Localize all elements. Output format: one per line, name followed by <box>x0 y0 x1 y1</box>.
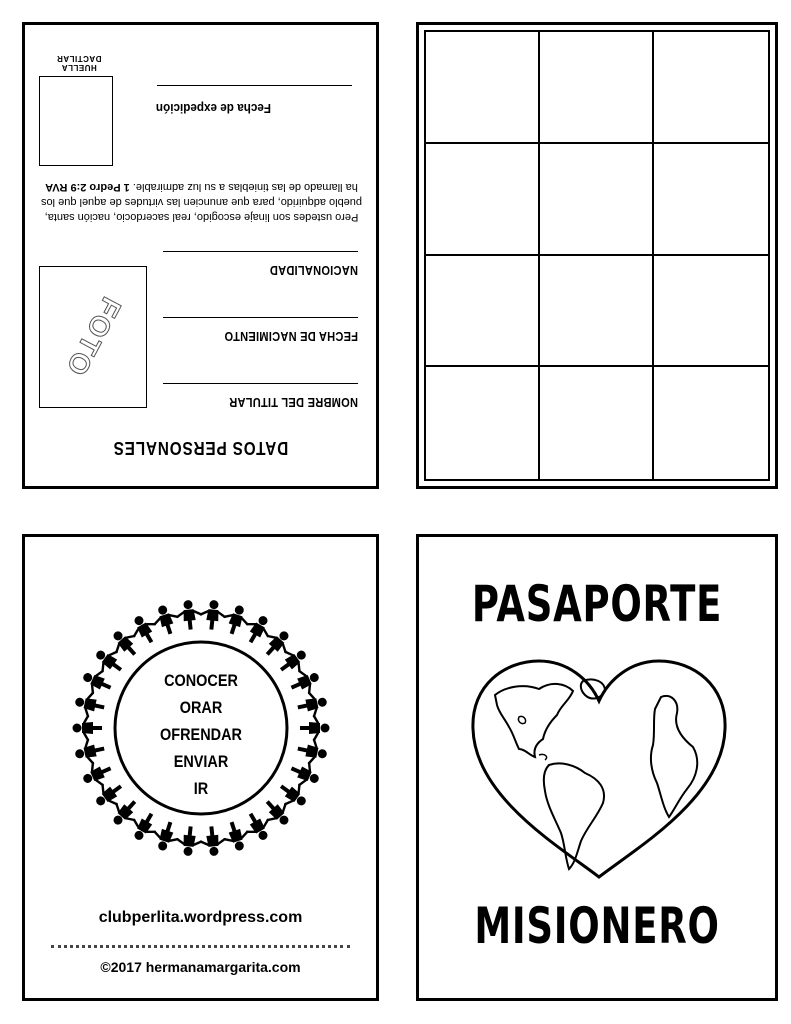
stamp-cell[interactable] <box>654 32 768 144</box>
stamp-cell[interactable] <box>426 32 540 144</box>
holder-name-label: NOMBRE DEL TITULAR <box>228 395 358 410</box>
stamp-cell[interactable] <box>540 32 654 144</box>
stamp-cell[interactable] <box>540 367 654 479</box>
photo-label: FOTO <box>59 292 128 383</box>
stamp-cell[interactable] <box>426 144 540 256</box>
photo-box[interactable] <box>39 266 147 408</box>
mission-words <box>130 667 272 802</box>
verse-reference: 1 Pedro 2:9 RVA <box>45 181 130 193</box>
mission-word: ENVIAR <box>173 752 229 771</box>
holder-name-line[interactable] <box>163 383 358 384</box>
personal-data-content <box>25 25 376 486</box>
issue-date-label: Fecha de expedición <box>155 101 271 116</box>
birth-date-line[interactable] <box>163 317 358 318</box>
stamp-cell[interactable] <box>426 256 540 368</box>
heart-globe-icon <box>465 657 733 882</box>
mission-word: IR <box>193 779 209 798</box>
mission-word: OFRENDAR <box>160 725 242 744</box>
stamp-cell[interactable] <box>654 367 768 479</box>
stamp-grid-frame <box>424 30 770 481</box>
mission-word: CONOCER <box>164 671 238 690</box>
stamp-cell[interactable] <box>654 144 768 256</box>
stamp-cell[interactable] <box>654 256 768 368</box>
cover-title-top: PASAPORTE <box>471 575 723 633</box>
stamp-page <box>416 22 778 489</box>
issue-date-line[interactable] <box>157 85 352 86</box>
personal-data-page <box>22 22 379 489</box>
stamp-cell[interactable] <box>540 144 654 256</box>
copyright-text: ©2017 hermanamargarita.com <box>100 959 301 975</box>
mission-word: ORAR <box>179 698 223 717</box>
personal-data-header: DATOS PERSONALES <box>112 438 289 458</box>
dotted-divider <box>51 945 350 948</box>
birth-date-label: FECHA DE NACIMIENTO <box>224 329 358 344</box>
bible-verse <box>39 179 364 224</box>
stamp-cell[interactable] <box>540 256 654 368</box>
mission-page <box>22 534 379 1001</box>
stamp-grid <box>426 32 768 479</box>
fingerprint-label: HUELLA DACTILAR <box>56 54 102 72</box>
website-link[interactable]: clubperlita.wordpress.com <box>98 909 303 926</box>
fingerprint-box[interactable] <box>39 76 113 166</box>
cover-title-bottom: MISIONERO <box>474 897 720 955</box>
nationality-line[interactable] <box>163 251 358 252</box>
nationality-label: NACIONALIDAD <box>269 263 358 278</box>
stamp-cell[interactable] <box>426 367 540 479</box>
cover-page <box>416 534 778 1001</box>
verse-text: Pero ustedes son linaje escogido, real sacerdocio, nación santa, pueblo adquirido, para que anuncien las virtudes de aquel que los ha llamado de las tinieblas a su luz admirable. <box>40 181 363 223</box>
